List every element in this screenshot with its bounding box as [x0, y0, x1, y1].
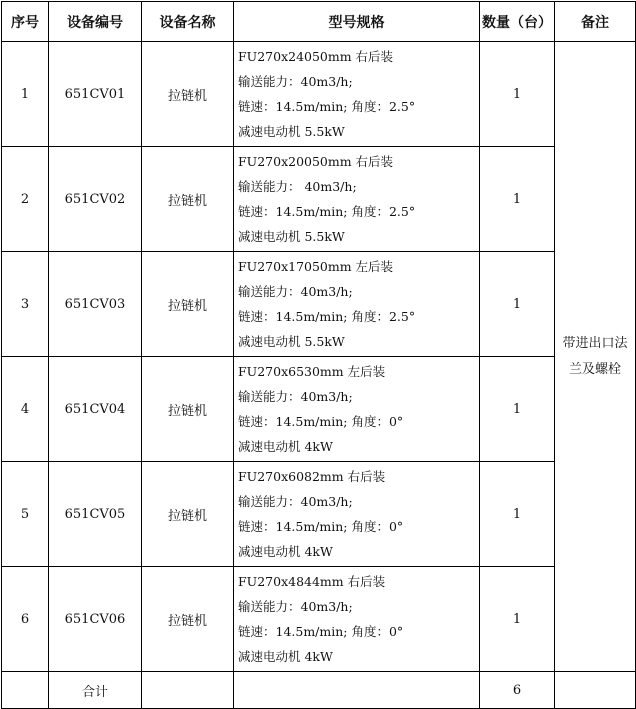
spec-model: FU270x6530mm 左后装 — [238, 364, 386, 379]
spec-capacity: 输送能力：40m3/h; — [238, 74, 353, 89]
spec-cell — [234, 357, 480, 462]
qty-cell: 1 — [480, 462, 555, 567]
name-cell: 拉链机 — [142, 357, 234, 462]
qty-cell: 1 — [480, 567, 555, 672]
table-row — [2, 147, 636, 252]
spec-motor: 减速电动机 4kW — [238, 649, 333, 664]
code-cell: 651CV03 — [49, 252, 142, 357]
total-empty-spec — [234, 672, 480, 709]
remark-cell — [555, 42, 636, 672]
spec-motor: 减速电动机 4kW — [238, 439, 333, 454]
spec-cell — [234, 567, 480, 672]
spec-capacity: 输送能力：40m3/h; — [238, 599, 353, 614]
spec-model: FU270x4844mm 右后装 — [238, 574, 386, 589]
name-cell: 拉链机 — [142, 147, 234, 252]
spec-speed: 链速：14.5m/min; 角度：2.5° — [238, 309, 416, 324]
seq-cell: 2 — [2, 147, 49, 252]
code-cell: 651CV06 — [49, 567, 142, 672]
spec-cell — [234, 42, 480, 147]
total-qty: 6 — [480, 672, 555, 709]
qty-cell: 1 — [480, 357, 555, 462]
qty-cell: 1 — [480, 147, 555, 252]
table-row — [2, 252, 636, 357]
total-label: 合计 — [49, 672, 142, 709]
seq-cell: 5 — [2, 462, 49, 567]
seq-cell: 1 — [2, 42, 49, 147]
table-row — [2, 357, 636, 462]
spec-capacity: 输送能力：40m3/h; — [238, 389, 353, 404]
spec-motor: 减速电动机 4kW — [238, 544, 333, 559]
seq-cell: 4 — [2, 357, 49, 462]
spec-cell — [234, 462, 480, 567]
qty-cell: 1 — [480, 42, 555, 147]
spec-model: FU270x24050mm 右后装 — [238, 49, 394, 64]
seq-cell: 3 — [2, 252, 49, 357]
header-qty: 数量（台） — [480, 2, 555, 42]
header-code: 设备编号 — [49, 2, 142, 42]
header-row — [2, 2, 636, 42]
remark-line-2: 兰及螺栓 — [568, 361, 621, 377]
equipment-table — [1, 1, 636, 709]
spec-speed: 链速：14.5m/min; 角度：0° — [238, 624, 404, 639]
header-remark: 备注 — [555, 2, 636, 42]
spec-capacity: 输送能力：40m3/h; — [238, 284, 353, 299]
code-cell: 651CV05 — [49, 462, 142, 567]
spec-speed: 链速：14.5m/min; 角度：0° — [238, 519, 404, 534]
total-empty-seq — [2, 672, 49, 709]
header-spec: 型号规格 — [234, 2, 480, 42]
spec-capacity: 输送能力：40m3/h; — [238, 494, 353, 509]
total-empty-name — [142, 672, 234, 709]
code-cell: 651CV04 — [49, 357, 142, 462]
spec-model: FU270x6082mm 右后装 — [238, 469, 386, 484]
remark-line-1: 带进出口法 — [562, 335, 628, 351]
name-cell: 拉链机 — [142, 252, 234, 357]
code-cell: 651CV02 — [49, 147, 142, 252]
header-name: 设备名称 — [142, 2, 234, 42]
qty-cell: 1 — [480, 252, 555, 357]
total-row — [2, 672, 636, 709]
spec-motor: 减速电动机 5.5kW — [238, 229, 345, 244]
spec-speed: 链速：14.5m/min; 角度：2.5° — [238, 99, 416, 114]
spec-capacity: 输送能力： 40m3/h; — [238, 179, 357, 194]
spec-motor: 减速电动机 5.5kW — [238, 124, 345, 139]
spec-speed: 链速：14.5m/min; 角度：2.5° — [238, 204, 416, 219]
name-cell: 拉链机 — [142, 567, 234, 672]
header-seq: 序号 — [2, 2, 49, 42]
table-row — [2, 567, 636, 672]
table-row — [2, 42, 636, 147]
code-cell: 651CV01 — [49, 42, 142, 147]
spec-cell — [234, 147, 480, 252]
table-row — [2, 462, 636, 567]
spec-model: FU270x20050mm 右后装 — [238, 154, 394, 169]
spec-motor: 减速电动机 5.5kW — [238, 334, 345, 349]
total-empty-remark — [555, 672, 636, 709]
spec-speed: 链速：14.5m/min; 角度：0° — [238, 414, 404, 429]
name-cell: 拉链机 — [142, 42, 234, 147]
spec-cell — [234, 252, 480, 357]
spec-model: FU270x17050mm 左后装 — [238, 259, 394, 274]
name-cell: 拉链机 — [142, 462, 234, 567]
seq-cell: 6 — [2, 567, 49, 672]
